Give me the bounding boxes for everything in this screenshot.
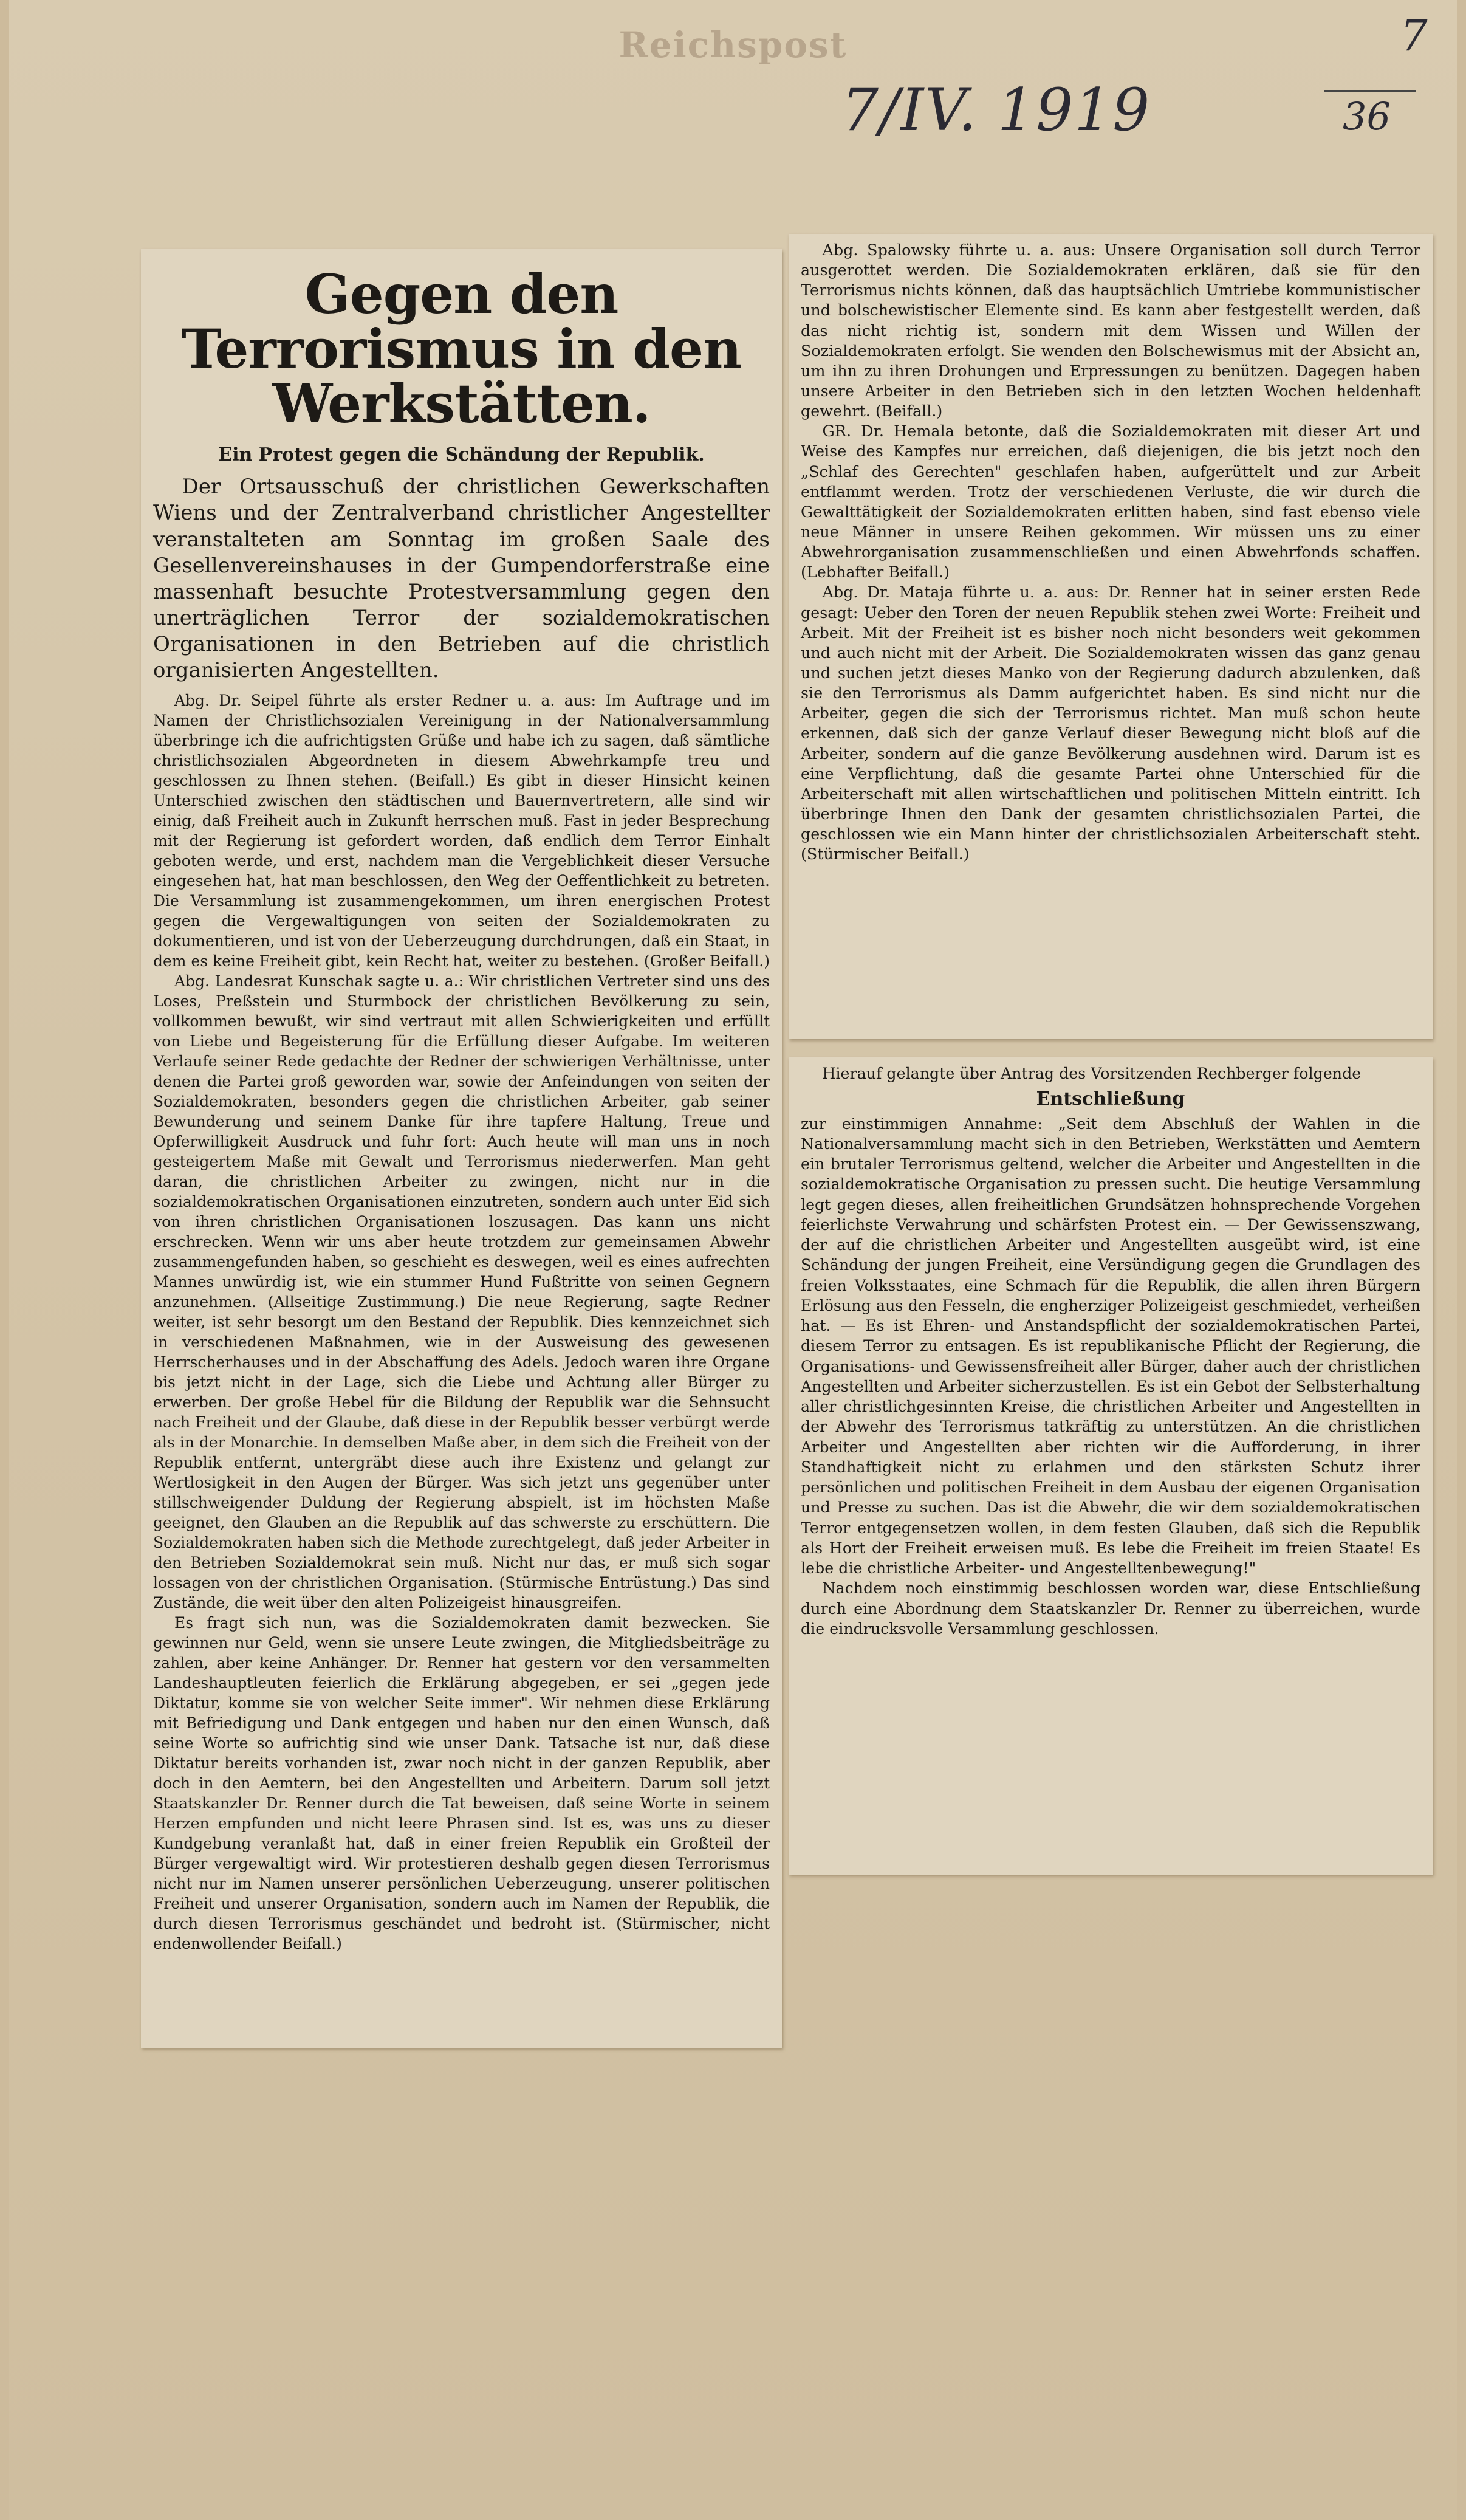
paragraph-renner-diktatur: Es fragt sich nun, was die Sozialdemokraten damit bezwecken. Sie gewinnen nur Geld, wenn sie unsere Leute zwingen, die Mitgliedsbeiträge zu zahlen, aber keine Anhänger. Dr. Renner hat gestern vor den versammelten Landeshauptleuten feierlich die Erklärung abgegeben, er sei „gegen jede Diktatur, komme sie von welcher Seite immer". Wir nehmen diese Erklärung mit Befriedigung und Dank entgegen und haben nur den einen Wunsch, daß seine Worte so aufrichtig sind wie unser Dank. Tatsache ist nur, daß diese Diktatur bereits vorhanden ist, zwar noch nicht in der ganzen Republik, aber doch in den Aemtern, bei den Angestellten und Arbeitern. Darum soll jetzt Staatskanzler Dr. Renner durch die Tat beweisen, daß seine Worte in seinem Herzen empfunden und nicht leere Phrasen sind. Ist es, was uns zu dieser Kundgebung veranlaßt hat, daß in einer freien Republik ein Großteil der Bürger vergewaltigt wird. Wir protestieren deshalb gegen diesen Terrorismus nicht nur im Namen unserer persönlichen Ueberzeugung, unserer politischen Freiheit und unserer Organisation, sondern auch im Namen der Republik, die durch diesen Terrorismus geschändet und bedroht ist. (Stürmischer, nicht endenwollender Beifall.) — [153, 1613, 770, 1952]
paragraph-seipel: Abg. Dr. Seipel führte als erster Redner u. a. aus: Im Auftrage und im Namen der Christlichsozialen Vereinigung in der Nationalversammlung überbringe ich die aufrichtigsten Grüße und habe ich zu sagen, daß sämtliche christlichsozialen Abgeordneten in diesem Abwehrkampfe treu und geschlossen zu Ihnen stehen. (Beifall.) Es gibt in dieser Hinsicht keinen Unterschied zwischen den städtischen und Bauernvertretern, alle sind wir einig, daß Freiheit auch in Zukunft herrschen muß. Fast in jeder Besprechung mit der Regierung ist gefordert worden, daß endlich dem Terror Einhalt geboten werde, und erst, nachdem man die Vergeblichkeit dieser Versuche eingesehen hat, hat man beschlossen, den Weg der Oeffentlichkeit zu betreten. Die Versammlung ist zusammengekommen, um ihren energischen Protest gegen die Vergewaltigungen von seiten der Sozialdemokraten zu dokumentieren, und ist von der Ueberzeugung durchdrungen, daß ein Staat, in dem es keine Freiheit gibt, kein Recht hat, weiter zu bestehen. (Großer Beifall.) — [153, 691, 770, 970]
article-clipping-resolution — [789, 1057, 1433, 1875]
resolution-title: Entschließung — [1036, 1088, 1185, 1110]
left-column-body — [153, 690, 770, 1954]
article-headline: Gegen den Terrorismus in den Werkstätten. — [182, 263, 741, 435]
handwritten-archive-number: 36 — [1343, 94, 1391, 139]
paragraph-hemala: GR. Dr. Hemala betonte, daß die Sozialdemokraten mit dieser Art und Weise des Kampfes nur erreichen, daß diejenigen, die bis jetzt noch den „Schlaf des Gerechten" geschlafen haben, aufgerüttelt und zur Arbeit entflammt werden. Trotz der verschiedenen Verluste, die wir durch die Gewalttätigkeit der Sozialdemokraten erlitten haben, sind fast ebenso viele neue Männer in unsere Reihen gekommen. Wir müssen uns zu einer Abwehrorganisation zusammenschließen und einen Abwehrfonds schaffen. (Lebhafter Beifall.) — [801, 422, 1420, 582]
article-intro — [153, 474, 770, 684]
paragraph-mataja: Abg. Dr. Mataja führte u. a. aus: Dr. Renner hat in seiner ersten Rede gesagt: Ueber den Toren der neuen Republik stehen zwei Worte: Freiheit und Arbeit. Mit der Freiheit ist es bisher noch nicht besonders weit gekommen und auch nicht mit der Arbeit. Die Sozialdemokraten wissen das ganz genau und suchen jetzt dieses Manko von der Regierung dadurch abzulenken, daß sie den Terrorismus als Damm aufgerichtet haben. Es sind nicht nur die Arbeiter, gegen die sich der Terrorismus richtet. Man muß schon heute erkennen, daß sich der ganze Verlauf dieser Bewegung nicht bloß auf die Arbeiter, sondern auf die ganze Bevölkerung ausdehnen wird. Darum ist es eine Verpflichtung, daß die gesamte Partei ohne Unterschied für die Arbeiterschaft mit allen wirtschaftlichen und politischen Mitteln eintritt. Ich überbringe Ihnen den Dank der gesamten christlichsozialen Partei, die geschlossen wie ein Mann hinter der christlichsozialen Arbeiterschaft steht. (Stürmischer Beifall.) — [801, 583, 1420, 863]
handwritten-date: 7/IV. 1919 — [841, 76, 1151, 144]
resolution-intro: Hierauf gelangte über Antrag des Vorsitzenden Rechberger folgende — [822, 1065, 1362, 1082]
paragraph-kunschak: Abg. Landesrat Kunschak sagte u. a.: Wir christlichen Vertreter sind uns des Loses, Preßstein und Sturmbock der christlichen Bevölkerung zu sein, vollkommen bewußt, wir sind vertraut mit allen Schwierigkeiten und erfüllt von Liebe und Begeisterung für die Erfüllung dieser Aufgabe. Im weiteren Verlaufe seiner Rede gedachte der Redner der schwierigen Verhältnisse, unter denen die Partei groß geworden war, sowie der Anfeindungen von seiten der Sozialdemokraten, besonders gegen die christlichen Arbeiter, gab seiner Bewunderung und seinem Danke für ihre tapfere Haltung, Treue und Opferwilligkeit Ausdruck und fuhr fort: Auch heute will man uns in noch gesteigertem Maße mit Gewalt und Terrorismus niederwerfen. Man geht daran, die christlichen Arbeiter zu zwingen, nicht nur in die sozialdemokratischen Organisationen einzutreten, sondern auch unter Eid sich von ihren christlichen Organisationen loszusagen. Das kann uns nicht erschrecken. Wenn wir uns aber heute trotzdem zur gemeinsamen Abwehr zusammengefunden haben, so geschieht es deswegen, weil es eines aufrechten Mannes unwürdig ist, wie ein stummer Hund Fußtritte von seinen Gegnern anzunehmen. (Allseitige Zustimmung.) Die neue Regierung, sagte Redner weiter, ist sehr besorgt um den Bestand der Republik. Dies kennzeichnet sich in verschiedenen Maßnahmen, wie in der Ausweisung des gewesenen Herrscherhauses und in der Abschaffung des Adels. Jedoch waren ihre Organe bis jetzt nicht in der Lage, sich die Liebe und Achtung aller Bürger zu erwerben. Der große Hebel für die Bildung der Republik war die Sehnsucht nach Freiheit und der Glaube, daß diese in der Republik besser verbürgt werde als in der Monarchie. In demselben Maße aber, in dem sich die Freiheit von der Republik entfernt, untergräbt diese auch ihre Existenz und gelangt zur Wertlosigkeit in den Augen der Bürger. Was sich jetzt uns gegenüber unter stillschweigender Duldung der Regierung abspielt, ist im höchsten Maße geeignet, den Glauben an die Republik auf das schwerste zu erschüttern. Die Sozialdemokraten haben sich die Methode zurechtgelegt, daß jeder Arbeiter in den Betrieben Sozialdemokrat sein muß. Nicht nur das, er muß sich sogar lossagen von der christlichen Organisation. (Stürmische Entrüstung.) Das sind Zustände, die weit über den alten Polizeigeist hinausgreifen. — [153, 972, 770, 1612]
paragraph-spalowsky: Abg. Spalowsky führte u. a. aus: Unsere Organisation soll durch Terror ausgerottet werden. Die Sozialdemokraten erklären, daß sie für den Terrorismus nichts können, daß das hauptsächlich Umtriebe kommunistischer und bolschewistischer Elemente sind. Es kann aber festgestellt werden, daß das nicht richtig ist, sondern mit dem Wissen und Willen der Sozialdemokraten erfolgt. Sie wenden den Bolschewismus mit der Absicht an, um ihn zu ihren Drohungen und Erpressungen zu benützen. Dagegen haben unsere Arbeiter in den Betrieben sich in den letzten Wochen heldenhaft gewehrt. (Beifall.) — [801, 241, 1420, 421]
closing-paragraph: Nachdem noch einstimmig beschlossen worden war, diese Entschließung durch eine Abordnung dem Staatskanzler Dr. Renner zu überreichen, wurde die eindrucksvolle Versammlung geschlossen. — [801, 1579, 1420, 1638]
resolution-text: zur einstimmigen Annahme: „Seit dem Abschluß der Wahlen in die Nationalversammlung macht sich in den Betrieben, Werkstätten und Aemtern ein brutaler Terrorismus geltend, welcher die Arbeiter und Angestellten in die sozialdemokratische Organisation zu pressen sucht. Die heutige Versammlung legt gegen dieses, allen freiheitlichen Grundsätzen hohnsprechende Vorgehen feierlichste Verwahrung und schärfsten Protest ein. — Der Gewissenszwang, der auf die christlichen Arbeiter und Angestellten ausgeübt wird, ist eine Schändung der jungen Freiheit, eine Versündigung gegen die Grundlagen des freien Volksstaates, eine Schmach für die Republik, die allen ihren Bürgern Erlösung aus den Fesseln, die engherziger Polizeigeist geschmiedet, verheißen hat. — Es ist Ehren- und Anstandspflicht der sozialdemokratischen Partei, diesem Terror zu entsagen. Es ist republikanische Pflicht der Regierung, die Organisations- und Gewissensfreiheit aller Bürger, daher auch der christlichen Angestellten und Arbeiter sicherzustellen. Es ist ein Gebot der Selbsterhaltung aller christlichgesinnten Kreise, die christlichen Arbeiter und Angestellten in der Abwehr des Terrorismus tatkräftig zu unterstützen. An die christlichen Arbeiter und Angestellten aber richten wir die Aufforderung, in ihrer Standhaftigkeit nicht zu erlahmen und den stärksten Schutz ihrer persönlichen und politischen Freiheit in dem Ausbau der eigenen Organisation und Presse zu suchen. Das ist die Abwehr, die wir dem sozialdemokratischen Terror entgegensetzen wollen, in dem festen Glauben, daß sich die Republik als Hort der Freiheit erweisen muß. Es lebe die Freiheit im freien Staate! Es lebe die christliche Arbeiter- und Angestelltenbewegung!" — [801, 1114, 1420, 1578]
archive-number-underline — [1324, 90, 1416, 92]
intro-paragraph: Der Ortsausschuß der christlichen Gewerkschaften Wiens und der Zentralverband christlicher Angestellter veranstalteten am Sonntag im großen Saale des Gesellenvereinshauses in der Gumpendorferstraße eine massenhaft besuchte Protestversammlung gegen den unerträglichen Terror der sozialdemokratischen Organisationen in den Betrieben auf die christlich organisierten Angestellten. — [153, 475, 770, 683]
newspaper-stamp: Reichspost — [618, 24, 848, 66]
article-clipping-right-top — [789, 234, 1433, 1039]
article-subheadline: Ein Protest gegen die Schändung der Republik. — [218, 444, 705, 466]
handwritten-corner-number: 7 — [1400, 11, 1428, 61]
resolution-section — [801, 1063, 1420, 1639]
article-clipping-left — [141, 249, 782, 2048]
right-column-body — [801, 240, 1420, 864]
